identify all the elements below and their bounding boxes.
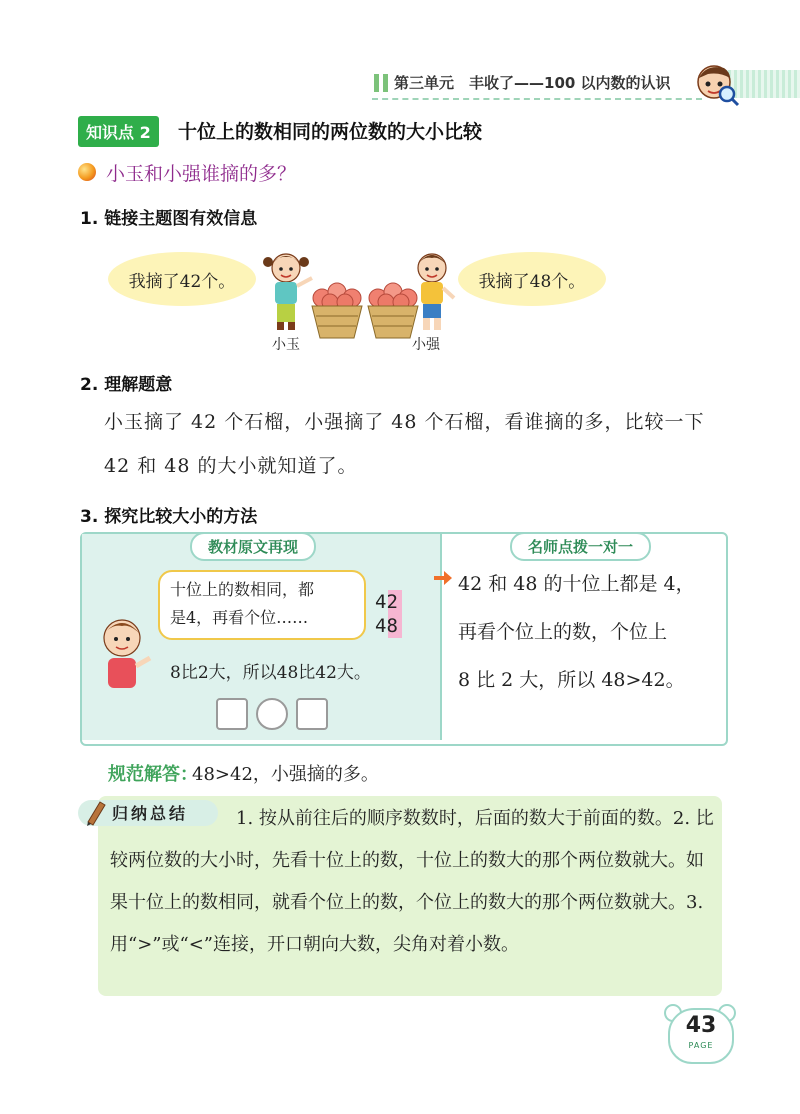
section1-title: 1. 链接主题图有效信息 [80, 209, 258, 229]
boy-illustration [408, 248, 460, 332]
section3-title: 3. 探究比较大小的方法 [80, 507, 258, 527]
answer-square-right[interactable] [296, 698, 328, 730]
bubble-right-text: 我摘了48个。 [478, 271, 586, 292]
tip-line2: 再看个位上的数，个位上 [458, 621, 668, 643]
tab-teacher-tip: 名师点拨一对一 [510, 532, 651, 561]
boy-magnifier-icon [694, 62, 740, 108]
knowledge-point-title: 十位上的数相同的两位数的大小比较 [178, 121, 483, 143]
answer-label: 规范解答： [108, 764, 198, 785]
answer-circle-middle[interactable] [256, 698, 288, 730]
tip-line1: 42 和 48 的十位上都是 4， [458, 573, 695, 595]
pomegranate-basket-left [308, 282, 366, 340]
answer-square-left[interactable] [216, 698, 248, 730]
summary-label: 归纳总结 [112, 804, 189, 823]
method-box-divider [440, 534, 442, 740]
pen-icon [82, 798, 108, 826]
compare-sentence: 8比2大，所以48比42大。 [170, 663, 371, 683]
speech-bubble-right [458, 252, 606, 306]
thought-line1: 十位上的数相同，都 [170, 580, 315, 599]
number-48: 48 [375, 615, 398, 637]
teacher-tip-text [458, 560, 722, 704]
speech-bubble-left [108, 252, 256, 306]
knowledge-point-badge: 知识点 2 [78, 116, 159, 147]
header-bars [374, 74, 392, 96]
question-text: 小玉和小强谁摘的多？ [106, 163, 297, 185]
number-42: 42 [375, 591, 398, 613]
header-divider [372, 98, 702, 100]
tab-textbook-original: 教材原文再现 [190, 532, 316, 561]
header-unit-title: 第三单元 丰收了——100 以内数的认识 [394, 74, 671, 92]
page-number: 43 [685, 1013, 717, 1038]
summary-text: 1. 按从前往后的顺序数数时，后面的数大于前面的数。2. 比较两位数的大小时，先看十位上的数，十位上的数大的那个两位数就大。如果十位上的数相同，就看个位上的数，个位上的数大的那个两位数就大。3. 用“>”或“<”连接，开口朝向大数，尖角对着小数。 [110, 808, 714, 955]
answer-text: 48>42，小强摘的多。 [192, 764, 379, 785]
thought-line2: 是4，再看个位…… [170, 608, 309, 627]
name-label-left: 小玉 [272, 337, 300, 353]
name-label-right: 小强 [412, 337, 440, 353]
thought-bubble [158, 570, 366, 640]
ball-icon [78, 163, 96, 181]
bubble-left-text: 我摘了42个。 [128, 271, 236, 292]
section2-paragraph: 小玉摘了 42 个石榴，小强摘了 48 个石榴，看谁摘的多，比较一下 42 和 48 的大小就知道了。 [104, 411, 705, 477]
pointer-arrow-icon [432, 570, 454, 586]
page-word: PAGE [688, 1041, 714, 1050]
tip-line3: 8 比 2 大，所以 48>42。 [458, 669, 685, 691]
section2-title: 2. 理解题意 [80, 375, 173, 395]
boy-thinking-illustration [94, 614, 154, 692]
